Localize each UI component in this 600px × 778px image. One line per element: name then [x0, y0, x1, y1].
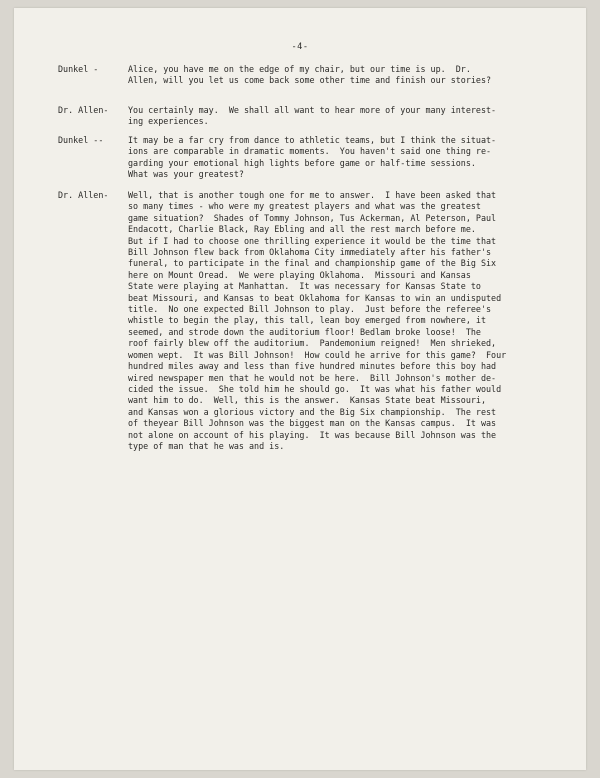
text-line: ing experiences.	[128, 116, 209, 127]
document-page	[14, 8, 586, 770]
text-line: Well, that is another tough one for me to answer. I have been asked that	[128, 190, 497, 200]
text-line: here on Mount Oread. We were playing Oklahoma. Missouri and Kansas	[128, 269, 471, 280]
text-line: type of man that he was and is.	[128, 440, 285, 451]
text-line: game situation? Shades of Tommy Johnson, Tus Ackerman, Al Peterson, Paul	[128, 212, 497, 223]
speaker-label: Dunkel -	[58, 64, 99, 74]
text-line: It may be a far cry from dance to athletic teams, but I think the situat-	[128, 135, 497, 145]
text-line: wired newspaper men that he would not be here. Bill Johnson's mother de-	[128, 372, 497, 383]
text-line: women wept. It was Bill Johnson! How could he arrive for this game? Four	[128, 349, 507, 360]
text-line: of theyear Bill Johnson was the biggest man on the Kansas campus. It was	[128, 418, 497, 429]
text-line: You certainly may. We shall all want to hear more of your many interest-	[128, 105, 497, 115]
text-line: Alice, you have me on the edge of my chair, but our time is up. Dr.	[128, 64, 471, 74]
text-line: funeral, to participate in the final and championship game of the Big Six	[128, 258, 497, 269]
text-line: roof fairly blew off the auditorium. Pandemonium reigned! Men shrieked,	[128, 338, 497, 349]
text-line: ions are comparable in dramatic moments. You haven't said one thing re-	[128, 146, 492, 157]
text-line: Endacott, Charlie Black, Ray Ebling and all the rest march before me.	[128, 224, 476, 235]
text-line: Bill Johnson flew back from Oklahoma City immediately after his father's	[128, 247, 492, 258]
text-line: garding your emotional high lights before game or half-time sessions.	[128, 157, 476, 168]
speaker-label: Dr. Allen-	[58, 105, 109, 115]
text-line: whistle to begin the play, this tall, lean boy emerged from nowhere, it	[128, 315, 486, 326]
text-line: hundred miles away and less than five hundred minutes before this boy had	[128, 361, 497, 372]
text-line: Allen, will you let us come back some other time and finish our stories?	[128, 75, 492, 86]
speech-text	[128, 135, 558, 181]
text-line: so many times - who were my greatest players and what was the greatest	[128, 201, 481, 212]
text-line: title. No one expected Bill Johnson to play. Just before the referee's	[128, 304, 492, 315]
text-line: State were playing at Manhattan. It was necessary for Kansas State to	[128, 281, 481, 292]
speech-text	[128, 105, 558, 128]
text-line: What was your greatest?	[128, 169, 244, 180]
text-line: seemed, and strode down the auditorium floor! Bedlam broke loose! The	[128, 326, 481, 337]
speaker-label: Dr. Allen-	[58, 190, 109, 200]
speaker-label: Dunkel --	[58, 135, 104, 145]
text-line: But if I had to choose one thrilling experience it would be the time that	[128, 235, 497, 246]
speech-text	[128, 190, 558, 452]
speech-text	[128, 64, 558, 87]
text-line: and Kansas won a glorious victory and the Big Six championship. The rest	[128, 406, 497, 417]
text-line: beat Missouri, and Kansas to beat Oklahoma for Kansas to win an undisputed	[128, 292, 502, 303]
page-number: -4-	[291, 42, 309, 52]
text-line: cided the issue. She told him he should go. It was what his father would	[128, 383, 502, 394]
text-line: want him to do. Well, this is the answer. Kansas State beat Missouri,	[128, 395, 486, 406]
text-line: not alone on account of his playing. It was because Bill Johnson was the	[128, 429, 497, 440]
